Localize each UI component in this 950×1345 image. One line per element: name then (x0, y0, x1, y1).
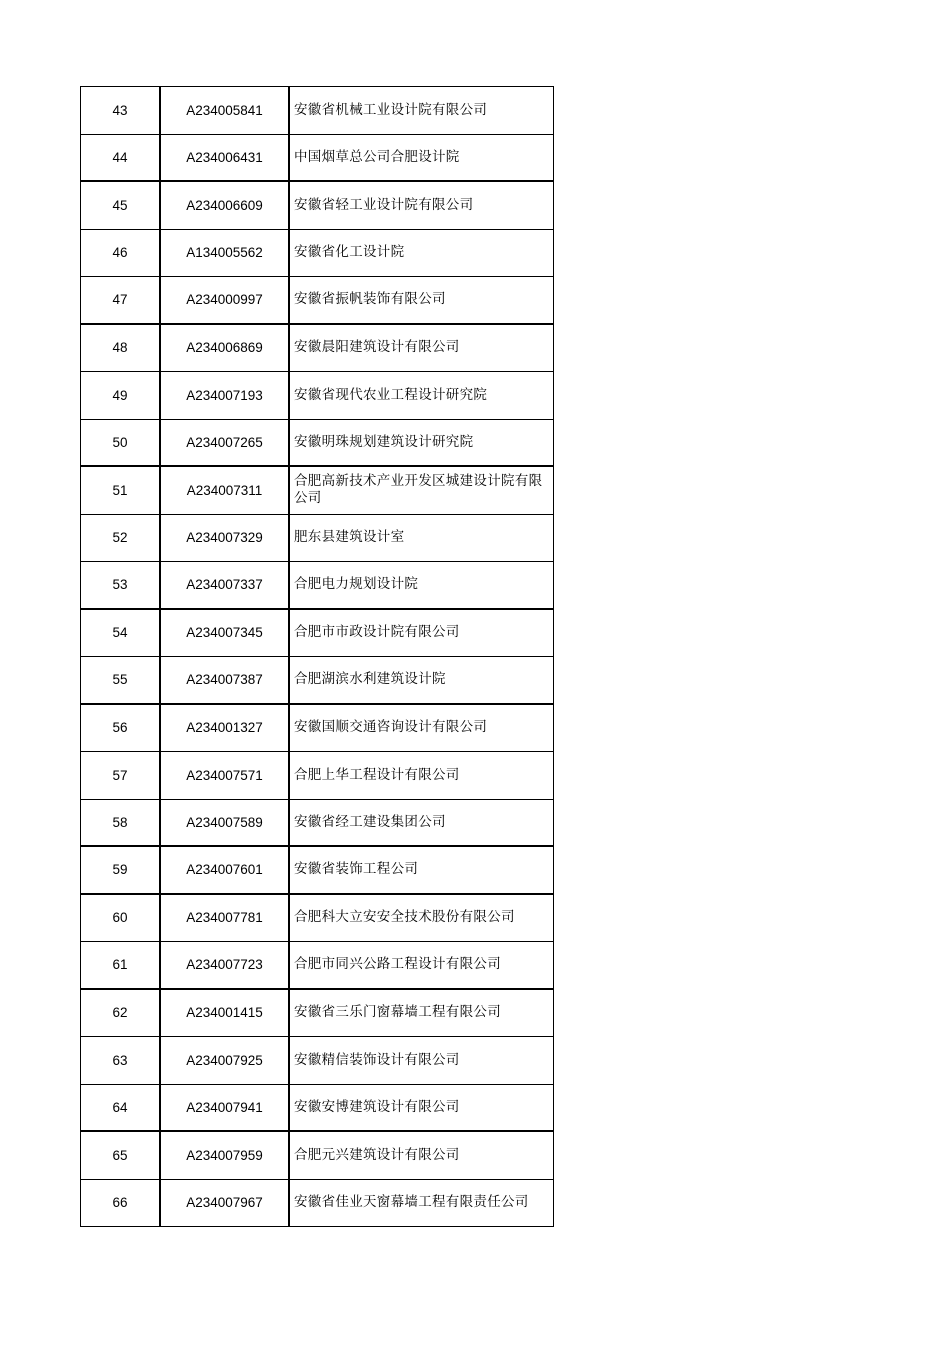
row-number: 53 (81, 562, 161, 608)
qualification-code: A234007193 (161, 372, 290, 419)
row-number: 52 (81, 515, 161, 562)
company-name: 安徽省三乐门窗幕墙工程有限公司 (290, 990, 554, 1037)
company-name: 安徽精信装饰设计有限公司 (290, 1037, 554, 1084)
company-name: 安徽明珠规划建筑设计研究院 (290, 420, 554, 466)
row-number: 50 (81, 420, 161, 466)
company-name: 安徽省经工建设集团公司 (290, 800, 554, 846)
table-row (81, 610, 554, 658)
table-row (81, 325, 554, 373)
table-row (81, 467, 554, 515)
table-row (81, 847, 554, 895)
table-row (81, 420, 554, 468)
table-row (81, 135, 554, 183)
qualification-code: A234007571 (161, 752, 290, 799)
company-table (80, 86, 554, 1227)
row-number: 61 (81, 942, 161, 988)
table-row (81, 277, 554, 325)
qualification-code: A234007781 (161, 895, 290, 942)
qualification-code: A234006609 (161, 182, 290, 229)
table-row (81, 657, 554, 705)
qualification-code: A234007589 (161, 800, 290, 846)
row-number: 59 (81, 847, 161, 893)
company-name: 合肥电力规划设计院 (290, 562, 554, 608)
row-number: 51 (81, 467, 161, 514)
table-row (81, 752, 554, 800)
row-number: 65 (81, 1132, 161, 1179)
company-name: 安徽省佳业天窗幕墙工程有限责任公司 (290, 1180, 554, 1227)
row-number: 47 (81, 277, 161, 323)
qualification-code: A134005562 (161, 230, 290, 277)
company-name: 安徽省现代农业工程设计研究院 (290, 372, 554, 419)
row-number: 63 (81, 1037, 161, 1084)
company-name: 合肥上华工程设计有限公司 (290, 752, 554, 799)
row-number: 44 (81, 135, 161, 181)
qualification-code: A234001327 (161, 705, 290, 752)
company-name: 合肥元兴建筑设计有限公司 (290, 1132, 554, 1179)
table-row (81, 562, 554, 610)
company-name: 安徽省机械工业设计院有限公司 (290, 87, 554, 134)
table-row (81, 182, 554, 230)
qualification-code: A234007601 (161, 847, 290, 893)
row-number: 57 (81, 752, 161, 799)
qualification-code: A234007311 (161, 467, 290, 514)
company-name: 肥东县建筑设计室 (290, 515, 554, 562)
row-number: 66 (81, 1180, 161, 1227)
company-name: 中国烟草总公司合肥设计院 (290, 135, 554, 181)
qualification-code: A234007925 (161, 1037, 290, 1084)
table-row (81, 1037, 554, 1085)
company-name: 合肥湖滨水利建筑设计院 (290, 657, 554, 703)
table-row (81, 1132, 554, 1180)
company-name: 安徽晨阳建筑设计有限公司 (290, 325, 554, 372)
qualification-code: A234007329 (161, 515, 290, 562)
company-name: 合肥市市政设计院有限公司 (290, 610, 554, 657)
company-name: 安徽省装饰工程公司 (290, 847, 554, 893)
table-row (81, 895, 554, 943)
company-name: 合肥高新技术产业开发区城建设计院有限公司 (290, 467, 554, 514)
table-row (81, 230, 554, 278)
table-row (81, 705, 554, 753)
table-row (81, 990, 554, 1038)
row-number: 56 (81, 705, 161, 752)
row-number: 43 (81, 87, 161, 134)
row-number: 45 (81, 182, 161, 229)
table-row (81, 942, 554, 990)
table-row (81, 800, 554, 848)
qualification-code: A234007337 (161, 562, 290, 608)
qualification-code: A234007387 (161, 657, 290, 703)
qualification-code: A234006431 (161, 135, 290, 181)
company-name: 安徽安博建筑设计有限公司 (290, 1085, 554, 1131)
table-row (81, 372, 554, 420)
row-number: 58 (81, 800, 161, 846)
company-name: 安徽国顺交通咨询设计有限公司 (290, 705, 554, 752)
company-name: 安徽省轻工业设计院有限公司 (290, 182, 554, 229)
qualification-code: A234007967 (161, 1180, 290, 1227)
table-row (81, 1085, 554, 1133)
row-number: 60 (81, 895, 161, 942)
qualification-code: A234007265 (161, 420, 290, 466)
table-row (81, 1180, 554, 1228)
qualification-code: A234007941 (161, 1085, 290, 1131)
company-name: 安徽省化工设计院 (290, 230, 554, 277)
row-number: 62 (81, 990, 161, 1037)
row-number: 49 (81, 372, 161, 419)
row-number: 48 (81, 325, 161, 372)
qualification-code: A234007345 (161, 610, 290, 657)
qualification-code: A234005841 (161, 87, 290, 134)
qualification-code: A234006869 (161, 325, 290, 372)
qualification-code: A234007959 (161, 1132, 290, 1179)
company-name: 安徽省振帆装饰有限公司 (290, 277, 554, 323)
row-number: 46 (81, 230, 161, 277)
table-row (81, 87, 554, 135)
company-name: 合肥市同兴公路工程设计有限公司 (290, 942, 554, 988)
company-name: 合肥科大立安安全技术股份有限公司 (290, 895, 554, 942)
row-number: 55 (81, 657, 161, 703)
row-number: 54 (81, 610, 161, 657)
qualification-code: A234007723 (161, 942, 290, 988)
table-row (81, 515, 554, 563)
row-number: 64 (81, 1085, 161, 1131)
qualification-code: A234000997 (161, 277, 290, 323)
qualification-code: A234001415 (161, 990, 290, 1037)
